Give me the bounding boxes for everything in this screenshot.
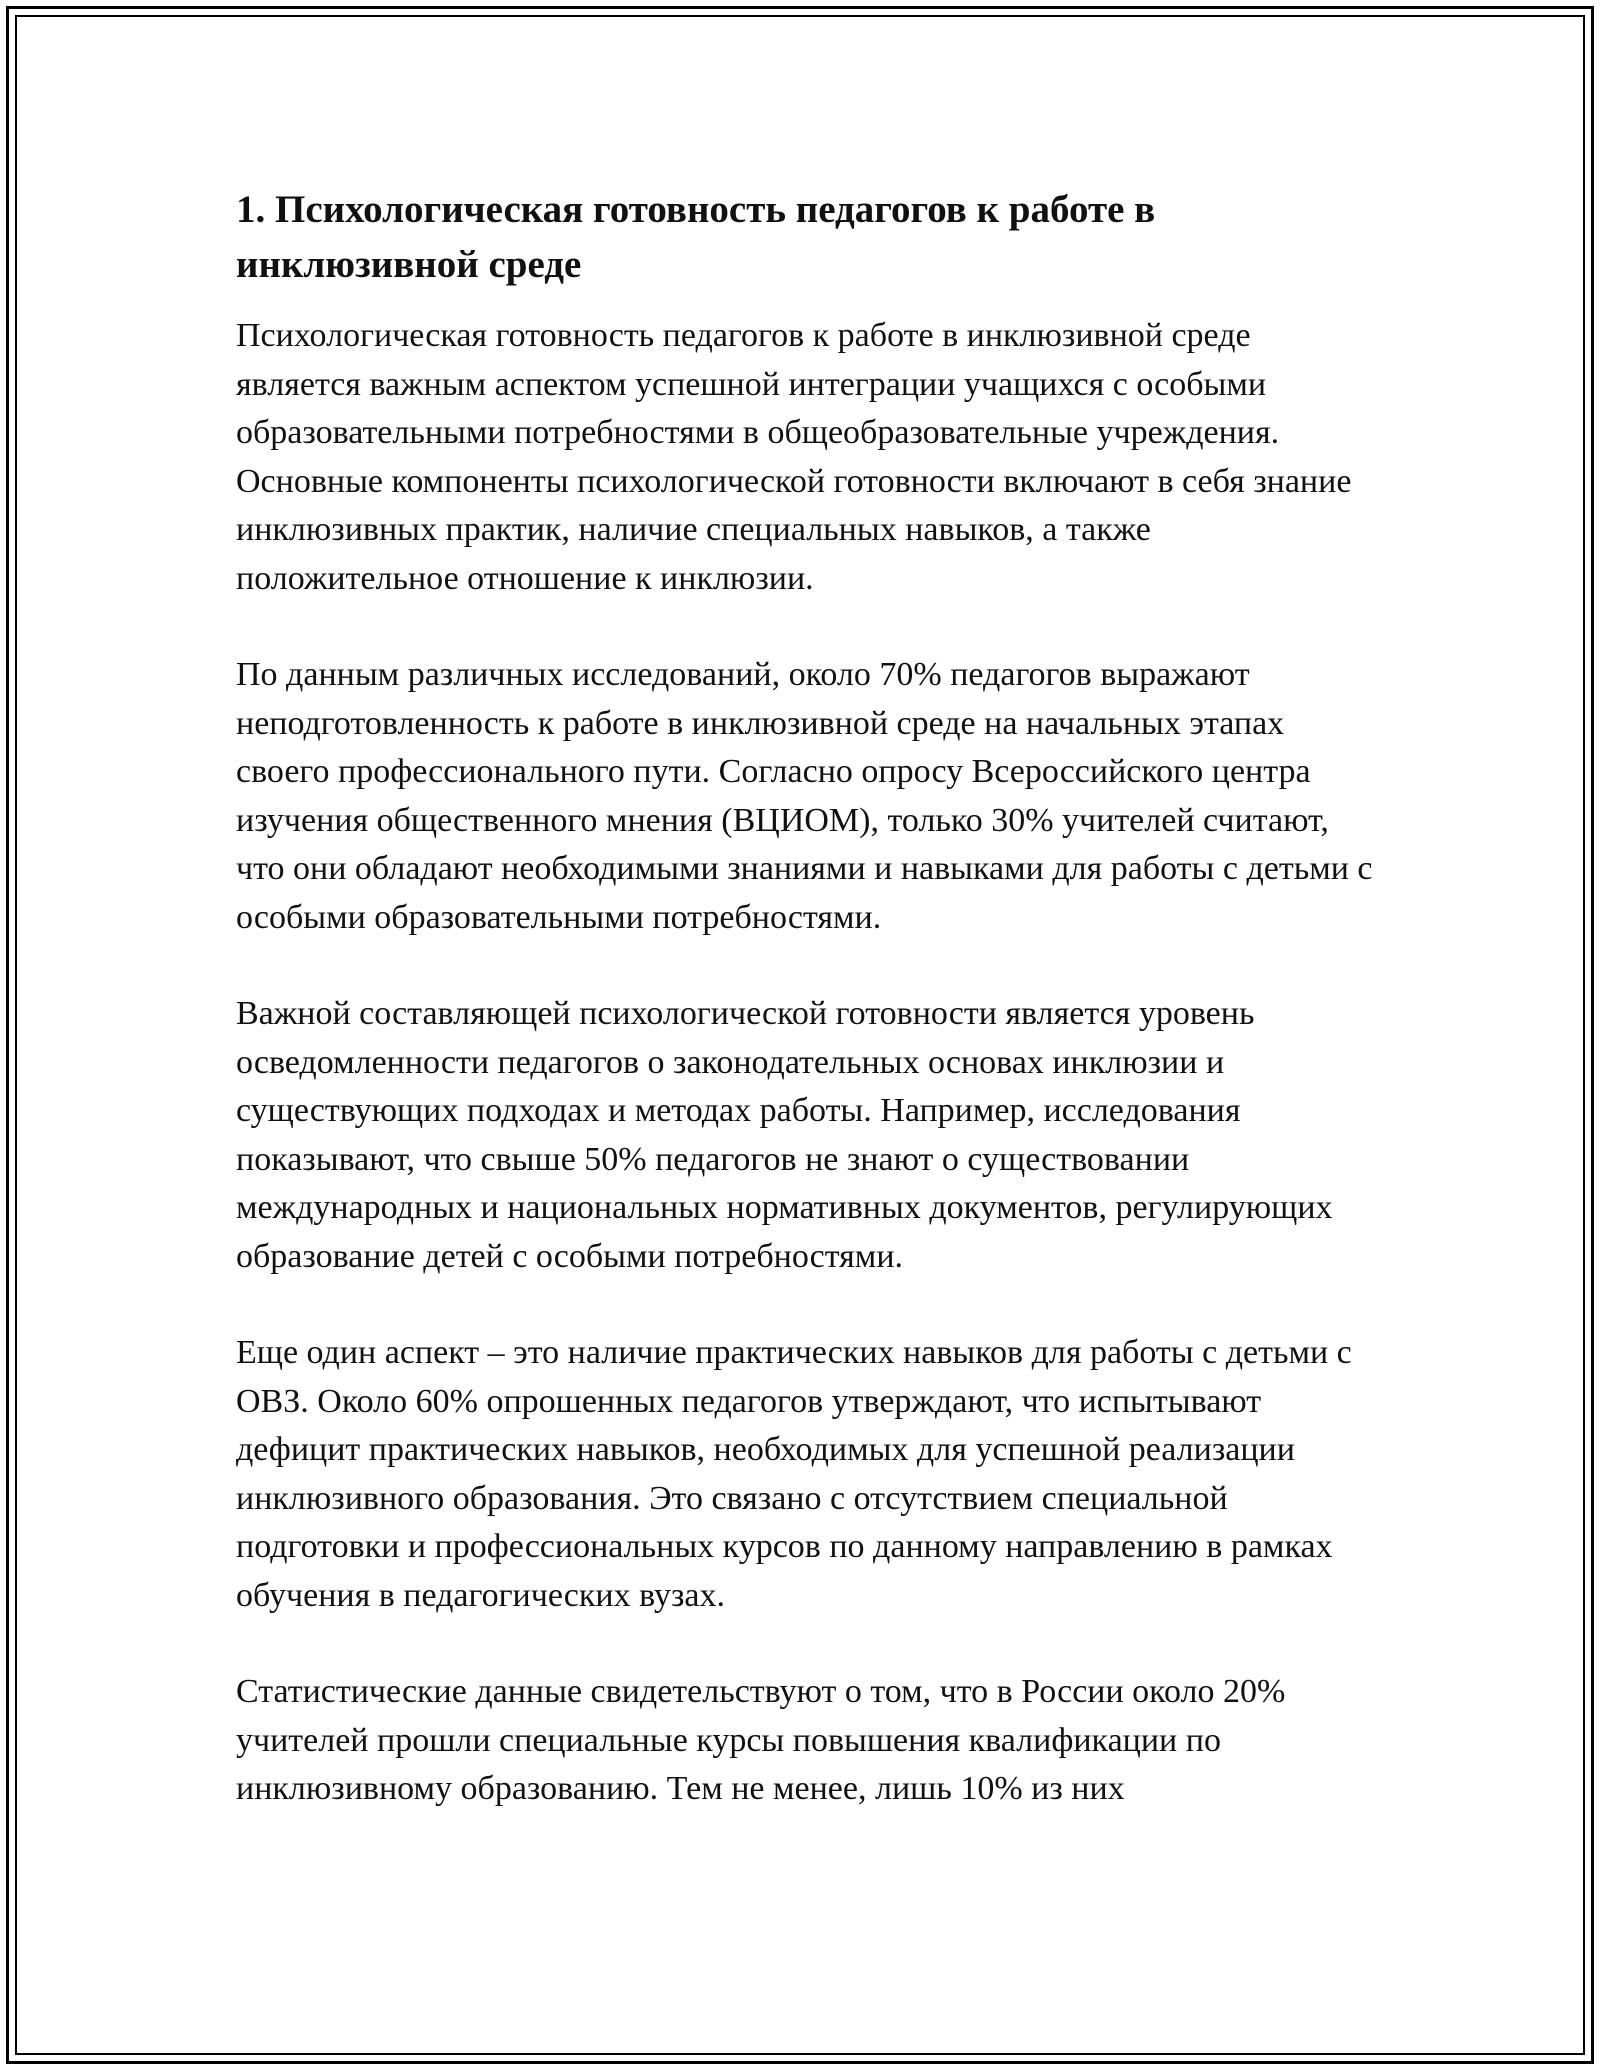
section-title: 1. Психологическая готовность педагогов к работе в инклюзивной среде [236,188,1156,286]
paragraph-1: Психологическая готовность педагогов к работе в инклюзивной среде является важным аспектом успешной интеграции учащихся с особыми образовательными потребностями в общеобразовательные учреждения. Основные компоненты психологической готовности включают в себя знание инклюзивных практик, наличие специальных навыков, а также положительное отношение к инклюзии. [236,317,1352,597]
paragraph-3: Важной составляющей психологической готовности является уровень осведомленности педагогов о законодательных основах инклюзии и существующих подходах и методах работы. Например, исследования показывают, что свыше 50% педагогов не знают о существовании международных и национальных нормативных документов, регулирующих образование детей с особыми потребностями. [236,995,1333,1275]
paragraph-2: По данным различных исследований, около 70% педагогов выражают неподготовленность к работе в инклюзивной среде на начальных этапах своего профессионального пути. Согласно опросу Всероссийского центра изучения общественного мнения (ВЦИОМ), только 30% учителей считают, что они обладают необходимыми знаниями и навыками для работы с детьми с особыми образовательными потребностями. [236,656,1373,936]
paragraph-4: Еще один аспект – это наличие практических навыков для работы с детьми с ОВЗ. Около 60% опрошенных педагогов утверждают, что испытывают дефицит практических навыков, необходимых для успешной реализации инклюзивного образования. Это связано с отсутствием специальной подготовки и профессиональных курсов по данному направлению в рамках обучения в педагогических вузах. [236,1334,1352,1614]
document-page [236,182,1376,1862]
paragraph-5: Статистические данные свидетельствуют о том, что в России около 20% учителей прошли специальные курсы повышения квалификации по инклюзивному образованию. Тем не менее, лишь 10% из них [236,1673,1286,1807]
